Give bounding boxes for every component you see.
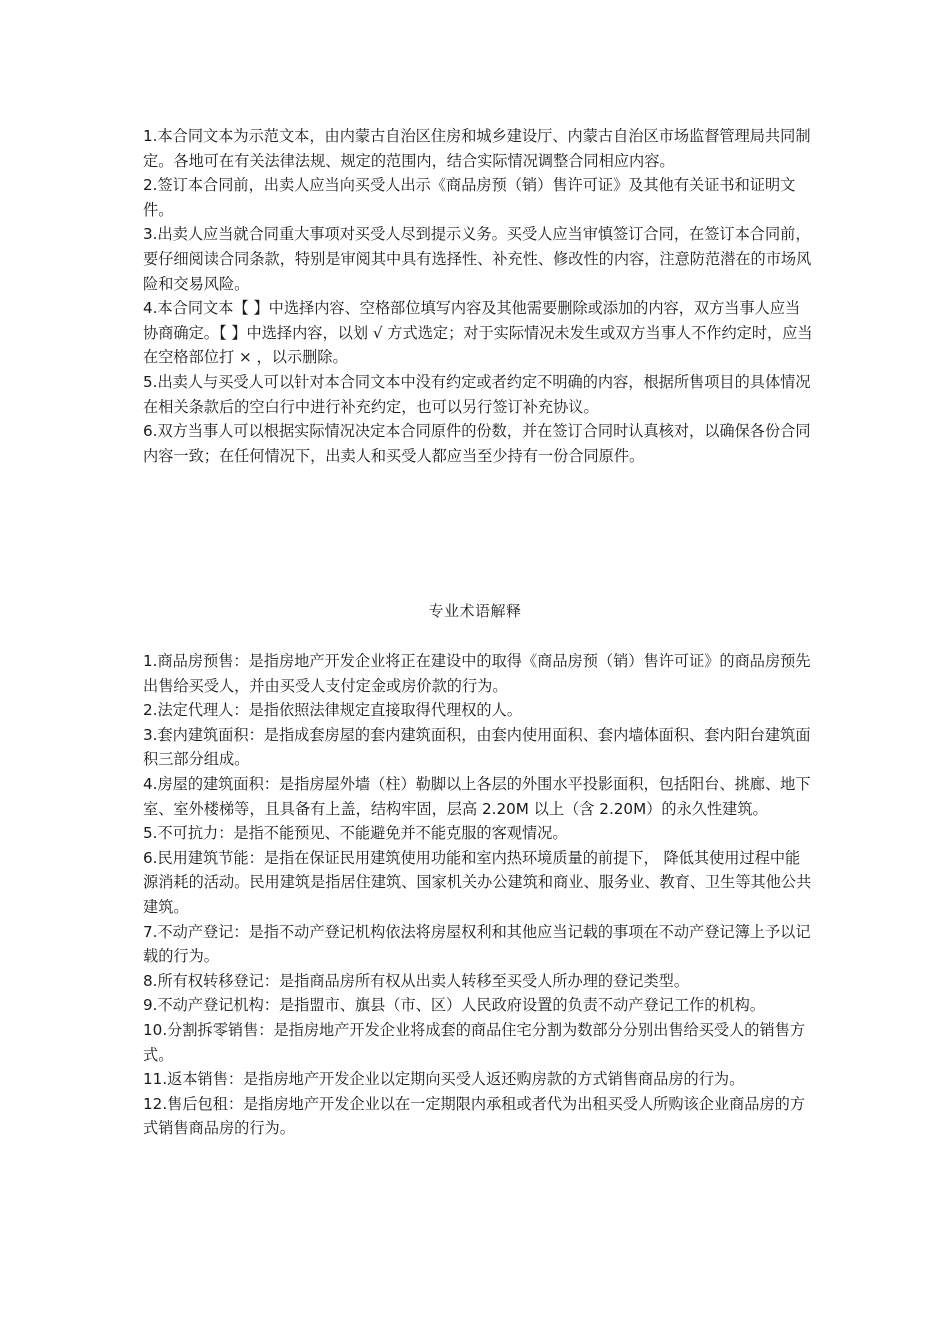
term-paragraph-11: 11.返本销售：是指房地产开发企业以定期向买受人返还购房款的方式销售商品房的行为。 xyxy=(143,1070,745,1089)
terms-heading: 专业术语解释 xyxy=(428,602,522,620)
note-paragraph-5: 5.出卖人与买受人可以针对本合同文本中没有约定或者约定不明确的内容，根据所售项目的具体情况在相关条款后的空白行中进行补充约定，也可以另行签订补充协议。 xyxy=(143,372,811,416)
note-paragraph-3: 3.出卖人应当就合同重大事项对买受人尽到提示义务。买受人应当审慎签订合同，在签订本合同前，要仔细阅读合同条款，特别是审阅其中具有选择性、补充性、修改性的内容，注意防范潜在的市场风险和交易风险。 xyxy=(143,225,812,293)
term-paragraph-6: 6.民用建筑节能：是指在保证民用建筑使用功能和室内热环境质量的前提下， 降低其使用过程中能源消耗的活动。民用建筑是指居住建筑、国家机关办公建筑和商业、服务业、教育、卫生等其他公共建筑。 xyxy=(143,848,812,916)
note-paragraph-2: 2.签订本合同前，出卖人应当向买受人出示《商品房预（销）售许可证》及其他有关证书和证明文件。 xyxy=(143,176,796,219)
term-paragraph-7: 7.不动产登记：是指不动产登记机构依法将房屋权利和其他应当记载的事项在不动产登记簿上予以记载的行为。 xyxy=(143,922,811,966)
term-paragraph-3: 3.套内建筑面积：是指成套房屋的套内建筑面积，由套内使用面积、套内墙体面积、套内阳台建筑面积三部分组成。 xyxy=(143,725,811,769)
terms-definitions-section xyxy=(143,649,815,1141)
term-paragraph-9: 9.不动产登记机构：是指盟市、旗县（市、区）人民政府设置的负责不动产登记工作的机构。 xyxy=(143,996,765,1015)
note-paragraph-6: 6.双方当事人可以根据实际情况决定本合同原件的份数，并在签订合同时认真核对，以确保各份合同内容一致；在任何情况下，出卖人和买受人都应当至少持有一份合同原件。 xyxy=(143,422,811,465)
term-paragraph-4: 4.房屋的建筑面积：是指房屋外墙（柱）勒脚以上各层的外围水平投影面积，包括阳台、挑廊、地下室、室外楼梯等，且具备有上盖，结构牢固，层高 2.20M 以上（含 2.20M）的永久性建筑。 xyxy=(143,774,811,818)
contract-notes-section xyxy=(143,124,815,468)
term-paragraph-1: 1.商品房预售：是指房地产开发企业将正在建设中的取得《商品房预（销）售许可证》的商品房预先出售给买受人，并由买受人支付定金或房价款的行为。 xyxy=(143,652,811,695)
term-paragraph-12: 12.售后包租：是指房地产开发企业以在一定期限内承租或者代为出租买受人所购该企业商品房的方式销售商品房的行为。 xyxy=(143,1094,806,1138)
note-paragraph-1: 1.本合同文本为示范文本，由内蒙古自治区住房和城乡建设厅、内蒙古自治区市场监督管理局共同制定。各地可在有关法律法规、规定的范围内，结合实际情况调整合同相应内容。 xyxy=(143,127,811,170)
term-paragraph-8: 8.所有权转移登记：是指商品房所有权从出卖人转移至买受人所办理的登记类型。 xyxy=(143,971,690,990)
term-paragraph-10: 10.分割拆零销售：是指房地产开发企业将成套的商品住宅分割为数部分分别出售给买受人的销售方式。 xyxy=(143,1020,806,1064)
term-paragraph-2: 2.法定代理人：是指依照法律规定直接取得代理权的人。 xyxy=(143,701,522,720)
term-paragraph-5: 5.不可抗力：是指不能预见、不能避免并不能克服的客观情况。 xyxy=(143,824,568,843)
note-paragraph-4: 4.本合同文本【 】中选择内容、空格部位填写内容及其他需要删除或添加的内容，双方当事人应当协商确定。【 】中选择内容，以划 √ 方式选定；对于实际情况未发生或双方当事人不作约定时，应当在空格部位打 × ，以示删除。 xyxy=(143,299,813,367)
